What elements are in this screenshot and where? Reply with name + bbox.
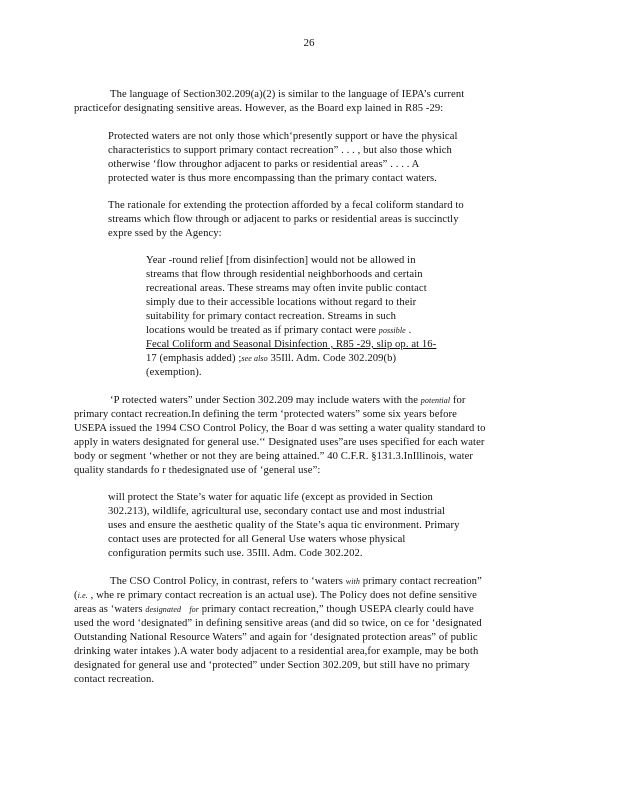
quote3-line-4: contact uses are protected for all General Use waters whose physical [108, 534, 406, 545]
rationale-line-2: streams which flow through or adjacent to parks or residential areas is succinctly [108, 214, 459, 225]
quote2-line-5: suitability for primary contact recreation. Streams in such [146, 311, 397, 322]
quote3-line-1: will protect the State’s water for aquatic life (except as provided in Section [108, 492, 433, 503]
cso-line-7: designated for general use and ‘protected” under Section 302.209, but still have no primary [74, 660, 470, 671]
potential-tail: for [452, 395, 466, 406]
cso-line-6: drinking water intakes ).A water body adjacent to a residential area,for example, may be both [74, 646, 479, 657]
quote2-line-7 [146, 338, 436, 352]
cso-line-8: contact recreation. [74, 674, 155, 685]
quote2-line-6-text: locations would be treated as if primary contact were [146, 325, 377, 336]
quote3-line-3: uses and ensure the aesthetic quality of the State’s aqua tic environment. Primary [108, 520, 460, 531]
cso-line-3 [74, 603, 474, 617]
rationale-line-3: expre ssed by the Agency: [108, 228, 222, 239]
cso-line-1 [110, 575, 482, 589]
intro-line-1: The language of Section302.209(a)(2) is similar to the language of IEPA’s current [110, 89, 465, 100]
quote1-line-4: protected water is thus more encompassing than the primary contact waters. [108, 173, 437, 184]
citation-tail: 35Ill. Adm. Code 302.209(b) [270, 353, 397, 364]
ie-tail: , whe re primary contact recreation is an actual use). The Policy does not define sensitive [90, 590, 477, 601]
quote1-line-1: Protected waters are not only those which‘presently support or have the physical [108, 131, 458, 142]
rationale-line-1: The rationale for extending the protection afforded by a fecal coliform standard to [108, 200, 464, 211]
quote2-line-1: Year -round relief [from disinfection] would not be allowed in [146, 255, 416, 266]
quote3-line-5: configuration permits such use. 35Ill. Adm. Code 302.202. [108, 548, 363, 559]
for-italic: for [189, 605, 199, 614]
quote2-line-8 [146, 352, 396, 366]
quote3-line-2: 302.213), wildlife, agricultural use, secondary contact use and most industrial [108, 506, 446, 517]
quote2-line-3: recreational areas. These streams may often invite public contact [146, 283, 427, 294]
protected-line-5: body or segment ‘whether or not they are being attained.” 40 C.F.R. §131.3.InIllinois, water [74, 451, 474, 462]
protected-line-6: quality standards fo r thedesignated use of ‘general use”: [74, 465, 321, 476]
cso-line-4: used the word ‘designated” in defining sensitive areas (and did so twice, on ce for ‘designated [74, 618, 482, 629]
quote2-line-2: streams that flow through residential neighborhoods and certain [146, 269, 423, 280]
areas-tail: primary contact recreation,” though USEPA clearly could have [201, 604, 474, 615]
quote2-line-4: simply due to their accessible locations without regard to their [146, 297, 417, 308]
protected-line-1 [110, 394, 466, 408]
designated-italic: designated [145, 605, 182, 614]
cso-line-3-text: areas as ‘waters [74, 604, 143, 615]
quote1-line-2: characteristics to support primary contact recreation” . . . , but also those which [108, 145, 452, 156]
cso-line-1-text: The CSO Control Policy, in contrast, refers to ‘waters [110, 576, 344, 587]
quote2-line-6: locations would be treated as if primary contact were possible . [146, 325, 412, 336]
potential-italic: potential [420, 396, 451, 405]
ie-italic: i.e. [77, 591, 88, 600]
case-citation: Fecal Coliform and Seasonal Disinfection , R85 -29, slip op. at 16- [146, 339, 437, 350]
protected-line-3: USEPA issued the 1994 CSO Control Policy, the Boar d was setting a water quality standard to [74, 423, 486, 434]
protected-line-1-text: ‘P rotected waters” under Section 302.209 may include waters with the [110, 395, 419, 406]
cso-line-2 [74, 589, 477, 603]
with-tail: primary contact recreation” [362, 576, 482, 587]
protected-line-4: apply in waters designated for general use.‘‘ Designated uses”are uses specified for each water [74, 437, 485, 448]
quote2-line-9: (exemption). [146, 367, 202, 378]
open-paren: ( [74, 590, 78, 601]
with-italic: with [345, 577, 360, 586]
quote2-line-8-text: 17 (emphasis added) ; [146, 353, 242, 364]
see-also-italic: see also [241, 354, 268, 363]
protected-line-2: primary contact recreation.In defining the term ‘protected waters” some six years before [74, 409, 457, 420]
possible-italic: possible [378, 326, 406, 335]
cso-line-5: Outstanding National Resource Waters” and again for ‘designated protection areas” of public [74, 632, 478, 643]
quote1-line-3: otherwise ‘flow throughor adjacent to parks or residential areas” . . . . A [108, 159, 420, 170]
intro-line-2: practicefor designating sensitive areas. However, as the Board exp lained in R85 -29: [74, 103, 444, 114]
page-number: 26 [303, 37, 315, 49]
